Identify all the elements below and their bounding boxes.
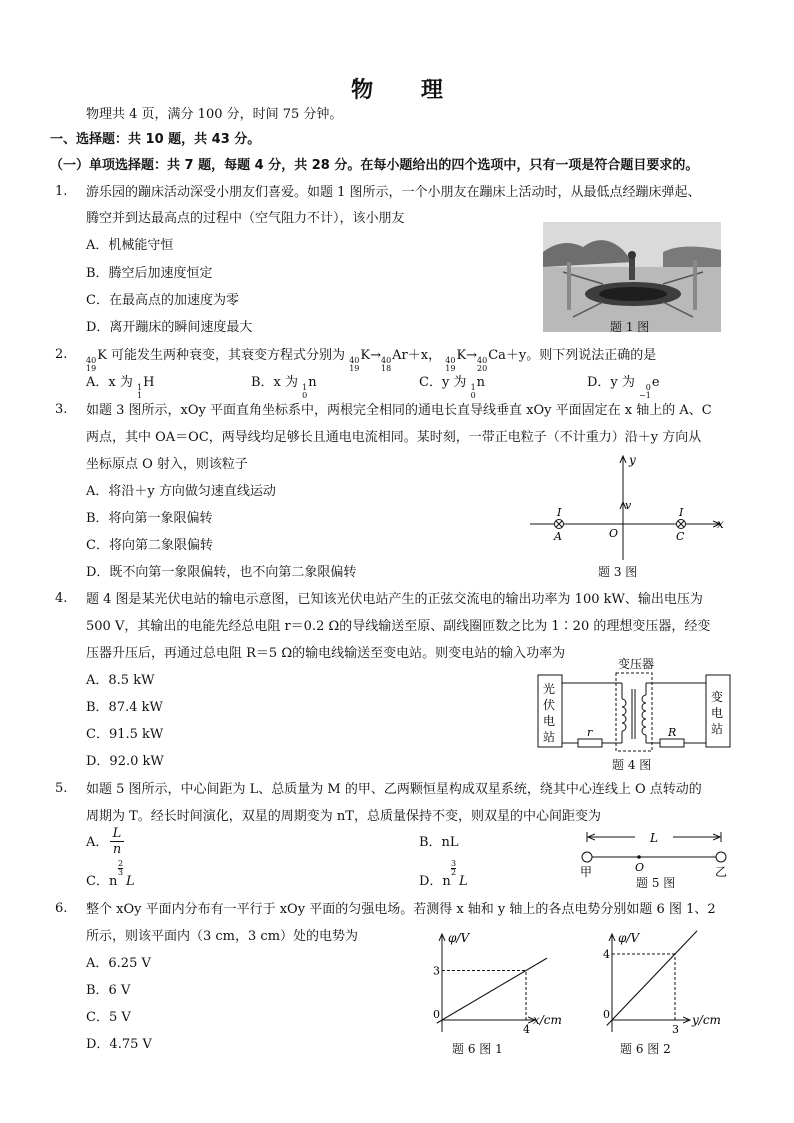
trampoline-photo [543,222,721,332]
option-b: B．x 为 1 0 n [251,375,317,400]
secondary-coil [642,695,646,735]
option-d: D．n [419,874,451,889]
option-c: C．91.5 kW [86,727,164,742]
question-text: 两点，其中 OA＝OC，两导线均足够长且通电电流相同。某时刻，一带正电粒子（不计重力）沿＋y 方向从 [86,430,702,445]
option-a: A．8.5 kW [86,673,155,688]
option-d: D．离开蹦床的瞬间速度最大 [86,320,253,335]
option-a: A．机械能守恒 [86,238,174,253]
x-tick-label: 3 [672,1023,679,1036]
section-heading: 一、选择题：共 10 题，共 43 分。 [50,132,261,147]
svg-text:r: r [587,726,593,739]
svg-text:乙: 乙 [715,865,728,878]
question-text: 压器升压后，再通过总电阻 R＝5 Ω的输电线输送至变电站。则变电站的输入功率为 [86,646,566,661]
current-label-a: I [557,506,562,519]
series-line [437,958,547,1023]
center-point [637,855,641,859]
option-b: B．腾空后加速度恒定 [86,266,213,281]
subsection-heading: （一）单项选择题：共 7 题，每题 4 分，共 28 分。在每小题给出的四个选项中，只有一项是符合题目要求的。 [50,158,699,173]
figure-caption: 题 3 图 [598,565,638,579]
transformer-label: 变压器 [618,657,655,671]
svg-text:O: O [635,861,645,874]
option-b: B．87.4 kW [86,700,163,715]
question-text: 所示，则该平面内（3 cm，3 cm）处的电势为 [86,929,359,944]
isotope-index: 40 19 [86,356,97,373]
x-tick-label: 4 [523,1023,530,1036]
question-number: 2. [55,347,68,362]
svg-text:伏: 伏 [543,698,556,712]
question-number: 4. [55,591,68,606]
option-c: C．将向第二象限偏转 [86,538,213,553]
figure-5-binary-star [575,828,735,878]
figure-caption: 题 1 图 [610,320,650,334]
question-number: 1. [55,184,68,199]
figure-caption: 题 5 图 [636,876,676,890]
point-a-label: A [554,530,562,543]
exam-intro: 物理共 4 页，满分 100 分，时间 75 分钟。 [86,107,343,122]
exponent-three-halves: 3 2 [451,859,457,877]
y-axis-label: φ/V [618,931,640,945]
page-title: 物 理 [351,78,463,103]
fraction-l-over-n: L n [110,826,124,857]
option-b: B．nL [419,835,459,850]
x-axis-label: y/cm [692,1013,721,1027]
svg-text:变: 变 [711,690,724,704]
question-number: 5. [55,781,68,796]
option-c: C．y 为 1 0 n [419,375,486,400]
figure-6-graph-2 [590,928,740,1038]
question-number: 6. [55,901,68,916]
option-c: C．5 V [86,1010,131,1025]
origin-label: 0 [433,1008,440,1021]
question-text: 40 19 K 可能发生两种衰变，其衰变方程式分别为 40 19 K→ 40 18 Ar＋x， 40 19 K→ 40 20 Ca＋y。则下列说法正确的是 [86,348,657,373]
v-label: v [625,499,632,512]
svg-text:电: 电 [711,706,724,720]
resistor-R [660,739,684,747]
x-label: x [717,517,724,531]
origin-label: 0 [603,1008,610,1021]
option-c: C．n [86,874,118,889]
question-text: 如题 3 图所示，xOy 平面直角坐标系中，两根完全相同的通电长直导线垂直 xOy 平面固定在 x 轴上的 A、C [86,403,712,418]
svg-text:电: 电 [543,714,556,728]
y-tick-label: 4 [603,948,610,961]
y-axis-label: φ/V [448,931,470,945]
question-text: 腾空并到达最高点的过程中（空气阻力不计），该小朋友 [86,211,405,226]
origin-label: O [609,527,619,540]
svg-text:R: R [668,726,677,739]
y-label: y [629,453,636,467]
svg-text:站: 站 [711,722,724,736]
question-text: 题 4 图是某光伏电站的输电示意图，已知该光伏电站产生的正弦交流电的输出功率为 100 kW、输出电压为 [86,592,703,607]
option-a: A．x 为 1 1 H [86,375,155,400]
option-a: A．6.25 V [86,956,151,971]
question-number: 3. [55,402,68,417]
option-b: B．将向第一象限偏转 [86,511,213,526]
figure-caption: 题 6 图 1 [452,1042,503,1056]
option-d: D．y 为 0 −1 e [587,375,660,400]
series-line [607,931,697,1026]
svg-text:L: L [650,831,658,845]
svg-text:甲: 甲 [580,865,593,878]
primary-coil [622,699,626,731]
question-text: 整个 xOy 平面内分布有一平行于 xOy 平面的匀强电场。若测得 x 轴和 y 轴上的各点电势分别如题 6 图 1、2 [86,902,716,917]
option-d: D．4.75 V [86,1037,152,1052]
option-b: B．6 V [86,983,131,998]
current-label-c: I [679,506,684,519]
question-text: 如题 5 图所示，中心间距为 L、总质量为 M 的甲、乙两颗恒星构成双星系统，绕其中心连线上 O 点转动的 [86,782,702,797]
y-tick-label: 3 [433,964,440,978]
svg-text:站: 站 [543,730,556,744]
question-text: 周期为 T。经长时间演化，双星的周期变为 nT，总质量保持不变，则双星的中心间距变为 [86,809,601,824]
star-yi-icon [716,852,726,862]
x-axis-label: x/cm [533,1013,562,1027]
figure-caption: 题 6 图 2 [620,1042,671,1056]
option-c: C．在最高点的加速度为零 [86,293,239,308]
figure-6-graph-1 [420,928,570,1038]
svg-text:光: 光 [543,682,556,696]
figure-4-circuit [530,655,742,755]
transformer-dashed-box [616,673,652,751]
question-text: 500 V，其输出的电能先经总电阻 r＝0.2 Ω的导线输送至原、副线圈匝数之比为 1∶20 的理想变压器，经变 [86,619,711,634]
star-jia-icon [582,852,592,862]
figure-caption: 题 4 图 [612,758,652,772]
figure-3-diagram [525,452,735,562]
option-d: D．92.0 kW [86,754,164,769]
option-a: A．将沿＋y 方向做匀速直线运动 [86,484,276,499]
question-text: 游乐园的蹦床活动深受小朋友们喜爱。如题 1 图所示，一个小朋友在蹦床上活动时，从最低点经蹦床弹起、 [86,185,701,200]
point-c-label: C [676,530,685,543]
option-d: D．既不向第一象限偏转，也不向第二象限偏转 [86,565,357,580]
question-text: 坐标原点 O 射入，则该粒子 [86,457,248,472]
resistor-r [578,739,602,747]
exponent-two-thirds: 2 3 [118,859,124,877]
option-a: A． [86,835,109,850]
